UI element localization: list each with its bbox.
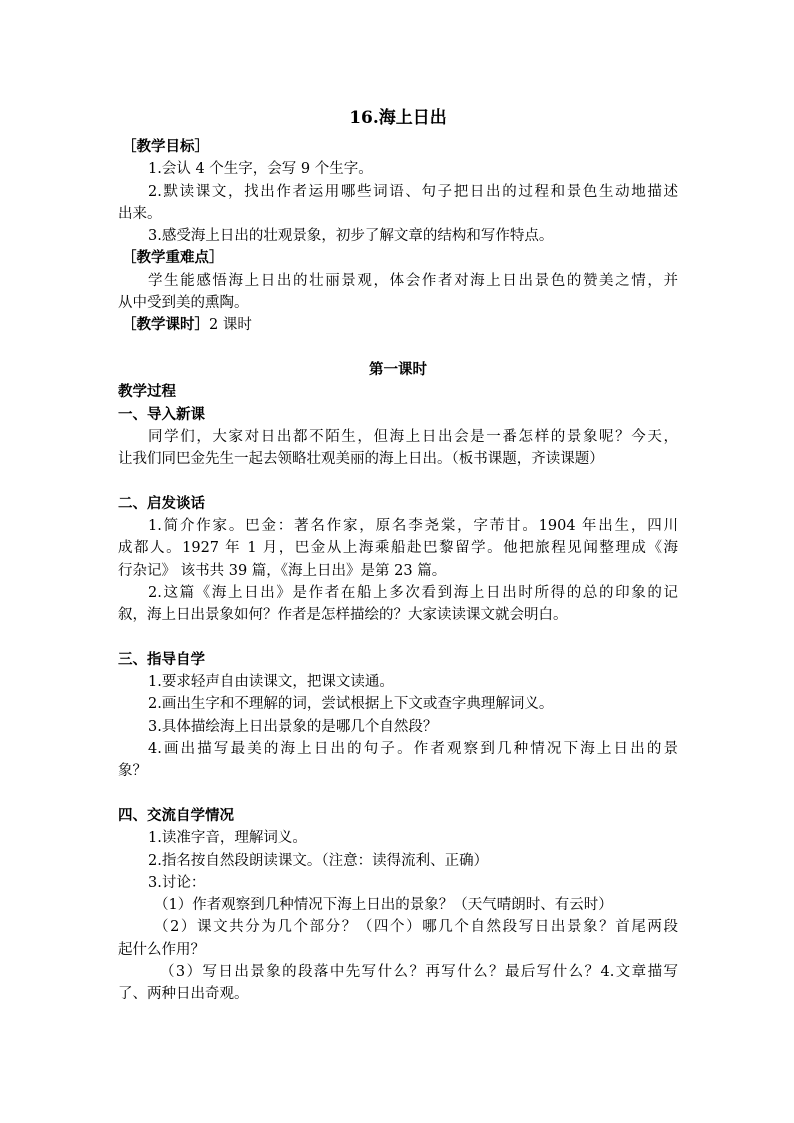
paragraph: （2）课文共分为几个部分？（四个）哪几个自然段写日出景象？首尾两段 <box>154 919 678 936</box>
paragraph: 2.画出生字和不理解的词，尝试根据上下文或查字典理解词义。 <box>148 696 554 713</box>
section-heading-intro: 一、导入新课 <box>118 405 205 423</box>
paragraph: 1.会认 4 个生字，会写 9 个生字。 <box>148 161 373 178</box>
section-heading-talk: 二、启发谈话 <box>118 494 205 512</box>
document-body <box>118 104 678 1006</box>
paragraph: 2.指名按自然段朗读课文。（注意：读得流利、正确） <box>148 852 489 869</box>
lesson-hours <box>118 314 678 336</box>
paragraph: 3.具体描绘海上日出景象的是哪几个自然段？ <box>148 718 438 735</box>
document-title: 16.海上日出 <box>349 108 447 128</box>
process-heading: 教学过程 <box>118 383 176 401</box>
hours-value: 2 课时 <box>209 317 252 334</box>
section-heading-exchange: 四、交流自学情况 <box>118 806 234 824</box>
paragraph: 1.简介作家。巴金：著名作家，原名李尧棠，字芾甘。1904 年出生，四川 <box>148 518 678 535</box>
lesson-heading: 第一课时 <box>369 360 427 378</box>
paragraph: 3.讨论： <box>148 874 206 891</box>
paragraph: 2.默读课文，找出作者运用哪些词语、句子把日出的过程和景色生动地描述 <box>148 183 678 200</box>
section-heading-goals: ［教学目标］ <box>122 138 209 155</box>
paragraph: 2.这篇《海上日出》是作者在船上多次看到海上日出时所得的总的印象的记 <box>148 584 678 601</box>
paragraph: 了、两种日出奇观。 <box>118 986 249 1003</box>
paragraph: 同学们，大家对日出都不陌生，但海上日出会是一番怎样的景象呢？今天， <box>148 428 678 445</box>
paragraph: 行杂记》 该书共 39 篇，《海上日出》是第 23 篇。 <box>118 562 447 579</box>
section-heading-hours: ［教学课时］ <box>122 316 209 334</box>
paragraph: 让我们同巴金先生一起去领略壮观美丽的海上日出。（板书课题，齐读课题） <box>118 451 604 468</box>
paragraph: 1.要求轻声自由读课文，把课文读通。 <box>148 674 394 691</box>
section-heading-self-study: 三、指导自学 <box>118 650 205 668</box>
paragraph: 叙，海上日出景象如何？作者是怎样描绘的？大家读读课文就会明白。 <box>118 607 568 624</box>
paragraph: 成都人。1927 年 1 月，巴金从上海乘船赴巴黎留学。他把旅程见闻整理成《海 <box>118 540 678 557</box>
section-heading-key-points: ［教学重难点］ <box>122 249 224 267</box>
paragraph: 象？ <box>118 763 147 780</box>
paragraph: 学生能感悟海上日出的壮丽景观，体会作者对海上日出景色的赞美之情，并 <box>148 272 678 289</box>
paragraph: 1.读准字音，理解词义。 <box>148 830 307 847</box>
paragraph: 4.画出描写最美的海上日出的句子。作者观察到几种情况下海上日出的景 <box>148 741 678 758</box>
paragraph: 起什么作用？ <box>118 941 205 958</box>
paragraph: （1）作者观察到几种情况下海上日出的景象？（天气晴朗时、有云时） <box>154 897 613 914</box>
paragraph: 出来。 <box>118 205 162 222</box>
paragraph: 3.感受海上日出的壮观景象，初步了解文章的结构和写作特点。 <box>148 228 554 245</box>
paragraph: （3）写日出景象的段落中先写什么？再写什么？最后写什么？4.文章描写 <box>160 963 678 980</box>
paragraph: 从中受到美的熏陶。 <box>118 295 249 312</box>
